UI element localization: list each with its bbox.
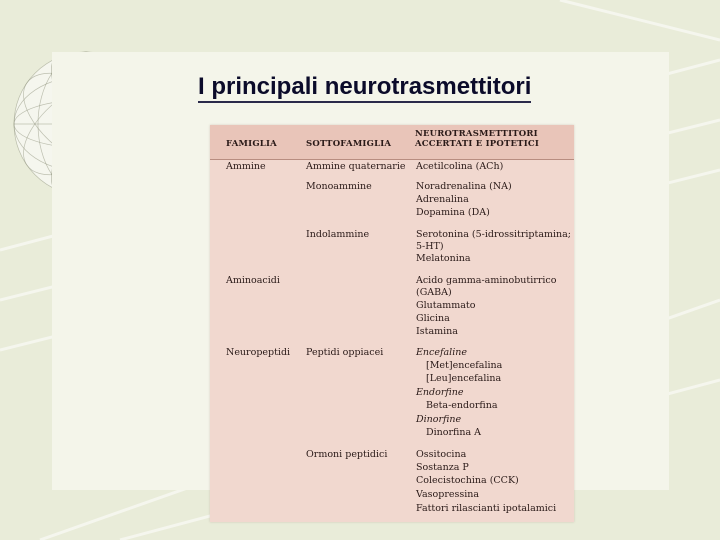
header-neuro-line1: NEUROTRASMETTITORI <box>415 129 538 139</box>
cell-neuro: Acetilcolina (ACh) <box>416 161 504 172</box>
cell-neuro: Dinorfina A <box>426 427 482 438</box>
cell-neuro: Adrenalina <box>416 194 469 205</box>
cell-neuro: Glutammato <box>416 300 476 311</box>
header-sottofamiglia: SOTTOFAMIGLIA <box>306 139 392 149</box>
cell-famiglia: Aminoacidi <box>226 275 280 286</box>
cell-neuro: Glicina <box>416 313 450 324</box>
cell-neuro: Sostanza P <box>416 462 469 473</box>
cell-neuro: Beta-endorfina <box>426 400 498 411</box>
cell-neuro: Acido gamma-aminobutirrico <box>416 275 557 286</box>
cell-neuro: Colecistochina (CCK) <box>416 475 519 486</box>
cell-neuro: Serotonina (5-idrossitriptamina; <box>416 229 572 240</box>
cell-neuro: Istamina <box>416 326 458 337</box>
cell-neuro: Fattori rilascianti ipotalamici <box>416 503 557 514</box>
cell-neuro: (GABA) <box>416 287 452 298</box>
cell-sottofamiglia: Peptidi oppiacei <box>306 347 384 358</box>
cell-sottofamiglia: Indolammine <box>306 229 370 240</box>
header-famiglia: FAMIGLIA <box>226 139 277 149</box>
header-neuro-line2: ACCERTATI E IPOTETICI <box>415 139 540 149</box>
cell-famiglia: Ammine <box>226 161 266 172</box>
cell-neuro: Dinorfine <box>416 414 462 425</box>
cell-neuro: Dopamina (DA) <box>416 207 490 218</box>
cell-sottofamiglia: Monoammine <box>306 181 372 192</box>
cell-neuro: Noradrenalina (NA) <box>416 181 512 192</box>
cell-famiglia: Neuropeptidi <box>226 347 291 358</box>
cell-neuro: Melatonina <box>416 253 471 264</box>
cell-neuro: Endorfine <box>416 387 464 398</box>
header-neurotrasmettitori <box>415 129 539 149</box>
cell-neuro: Vasopressina <box>416 489 480 500</box>
cell-neuro: [Met]encefalina <box>426 360 503 371</box>
cell-sottofamiglia: Ammine quaternarie <box>306 161 406 172</box>
neurotransmitter-table <box>210 125 574 522</box>
page-title: I principali neurotrasmettitori <box>198 74 531 103</box>
cell-neuro: Ossitocina <box>416 449 467 460</box>
cell-neuro: 5-HT) <box>416 241 444 252</box>
cell-neuro: [Leu]encefalina <box>426 373 502 384</box>
table-header <box>210 125 574 160</box>
cell-sottofamiglia: Ormoni peptidici <box>306 449 388 460</box>
cell-neuro: Encefaline <box>416 347 467 358</box>
